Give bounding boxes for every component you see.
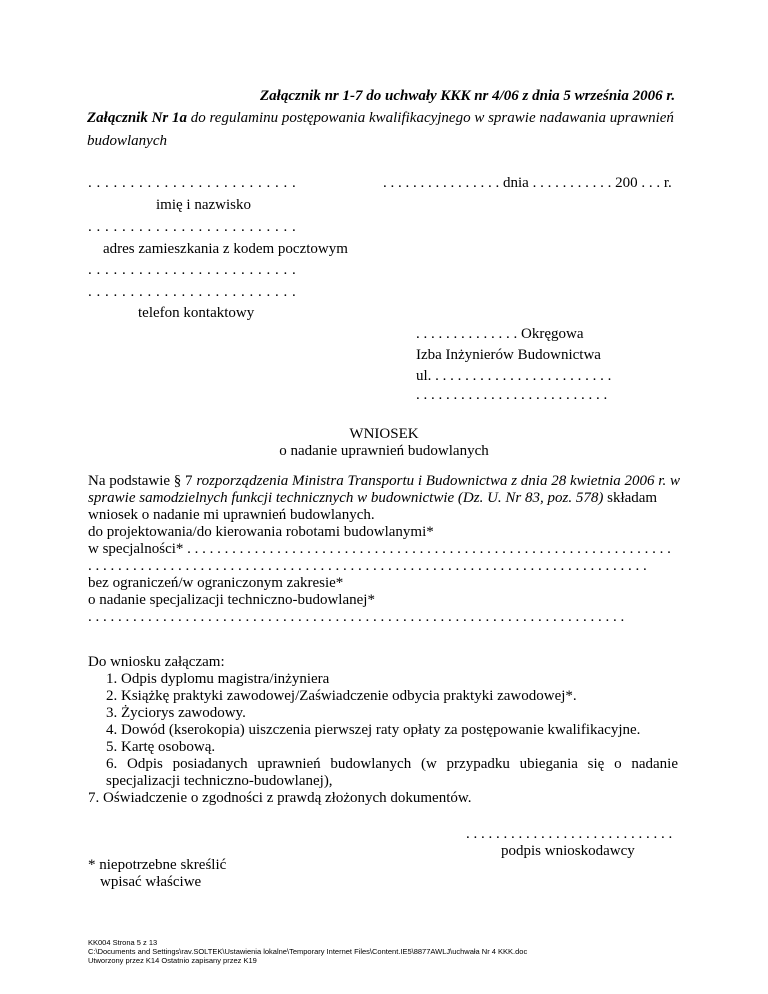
footer-file-path: C:\Documents and Settings\rav.SOLTEK\Ustawienia lokalne\Temporary Internet Files\Content.IE5\8877AWLJ\uchwała Nr 4 KKK.doc <box>88 947 528 956</box>
header-attachment-number: Załącznik Nr 1a <box>87 110 188 126</box>
signature-field-dots[interactable]: . . . . . . . . . . . . . . . . . . . . . . . . . . . . <box>466 826 673 842</box>
attachment-item-7: 7. Oświadczenie o zgodności z prawdą złożonych dokumentów. <box>88 790 472 806</box>
legal-basis-intro: Na podstawie § 7 <box>88 473 197 489</box>
attachment-item-4: 4. Dowód (kserokopia) uiszczenia pierwszej raty opłaty za postępowanie kwalifikacyjne. <box>106 722 641 738</box>
name-field-dots[interactable]: . . . . . . . . . . . . . . . . . . . . . . . . . <box>88 175 297 191</box>
speciality-field-cont[interactable]: . . . . . . . . . . . . . . . . . . . . . . . . . . . . . . . . . . . . . . . . . . . . . . . . . . . . . . . . . . . . . . . . . . . . . . . . . . . <box>88 558 647 574</box>
phone-field-dots-1[interactable]: . . . . . . . . . . . . . . . . . . . . . . . . . <box>88 262 297 278</box>
attachment-item-6: 6. Odpis posiadanych uprawnień budowlanych (w przypadku ubiegania się o nadanie specjalizacji techniczno-budowlanej), <box>106 756 678 789</box>
name-field-label: imię i nazwisko <box>156 197 251 213</box>
header-regulation-text: do regulaminu postępowania kwalifikacyjnego w sprawie nadawania uprawnień <box>187 110 674 126</box>
limitation-line: bez ograniczeń/w ograniczonym zakresie* <box>88 575 344 591</box>
attachment-item-3: 3. Życiorys zawodowy. <box>106 705 246 721</box>
footnote-delete-unneeded: * niepotrzebne skreślić <box>88 857 227 873</box>
document-title: WNIOSEK <box>349 426 419 442</box>
footer-page-info: KK004 Strona 5 z 13 <box>88 938 158 947</box>
legal-basis-request: składam wniosek o nadanie mi uprawnień budowlanych. <box>88 490 658 523</box>
document-subtitle: o nadanie uprawnień budowlanych <box>279 443 489 459</box>
attachment-item-1: 1. Odpis dyplomu magistra/inżyniera <box>106 671 330 687</box>
legal-basis-paragraph <box>88 473 684 524</box>
header-attachment-reference: Załącznik nr 1-7 do uchwały KKK nr 4/06 z dnia 5 września 2006 r. <box>260 88 676 104</box>
footnote-fill-appropriate: wpisać właściwe <box>100 874 202 890</box>
phone-field-label: telefon kontaktowy <box>138 305 255 321</box>
place-date-field[interactable]: . . . . . . . . . . . . . . . . dnia . . . . . . . . . . . 200 . . . r. <box>383 175 672 191</box>
legal-basis-regulation: rozporządzenia Ministra Transportu i Budownictwa z dnia 28 kwietnia 2006 r. w sprawie samodzielnych funkcji technicznych w budownictwie (Dz. U. Nr 83, poz. 578) <box>88 473 680 506</box>
scope-design-line: do projektowania/do kierowania robotami budowlanymi* <box>88 524 434 540</box>
attachment-item-5: 5. Kartę osobową. <box>106 739 216 755</box>
footer-authorship: Utworzony przez K14 Ostatnio zapisany przez K19 <box>88 956 257 965</box>
address-field-dots[interactable]: . . . . . . . . . . . . . . . . . . . . . . . . . <box>88 219 297 235</box>
signature-label: podpis wnioskodawcy <box>501 843 635 859</box>
recipient-chamber-name: Izba Inżynierów Budownictwa <box>416 347 601 363</box>
technical-specialization-line: o nadanie specjalizacji techniczno-budowlanej* <box>88 592 375 608</box>
technical-specialization-field[interactable]: . . . . . . . . . . . . . . . . . . . . . . . . . . . . . . . . . . . . . . . . . . . . . . . . . . . . . . . . . . . . . . . . . . . . . . . . <box>88 609 625 625</box>
speciality-field[interactable]: w specjalności* . . . . . . . . . . . . . . . . . . . . . . . . . . . . . . . . . . . . . . . . . . . . . . . . . . . . . . . . . . . . . . . . . <box>88 541 671 557</box>
recipient-chamber-line: . . . . . . . . . . . . . . Okręgowa <box>416 326 584 342</box>
phone-field-dots-2[interactable]: . . . . . . . . . . . . . . . . . . . . . . . . . <box>88 284 297 300</box>
header-regulation-line <box>87 110 674 127</box>
recipient-address-line: . . . . . . . . . . . . . . . . . . . . . . . . . . <box>416 387 608 403</box>
address-field-label: adres zamieszkania z kodem pocztowym <box>103 241 348 257</box>
recipient-street-line: ul. . . . . . . . . . . . . . . . . . . . . . . . . <box>416 368 612 384</box>
header-regulation-line-cont: budowlanych <box>87 133 167 149</box>
attachment-item-2: 2. Książkę praktyki zawodowej/Zaświadczenie odbycia praktyki zawodowej*. <box>106 688 577 704</box>
attachments-heading: Do wniosku załączam: <box>88 654 225 670</box>
